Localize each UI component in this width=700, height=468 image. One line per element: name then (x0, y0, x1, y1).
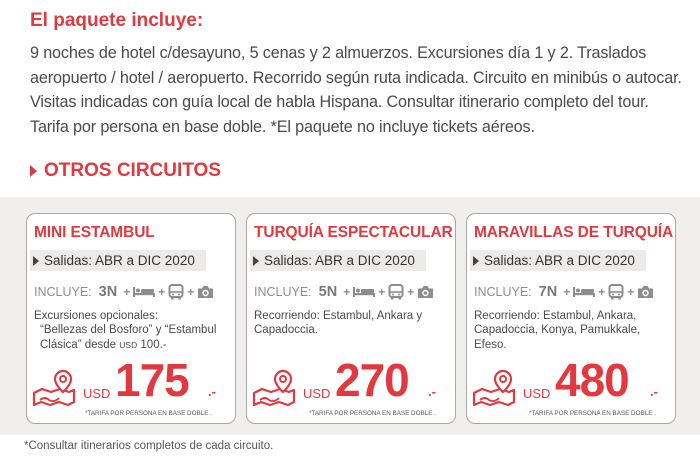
salidas-label: Salidas: ABR a DIC 2020 (484, 253, 635, 268)
otros-circuitos-label: OTROS CIRCUITOS (44, 160, 221, 181)
price-suffix: .- (208, 384, 216, 399)
salidas-arrow-icon (33, 256, 39, 266)
tarifa-note: *TARIFA POR PERSONA EN BASE DOBLE . (529, 410, 656, 417)
bus-icon (388, 284, 404, 300)
footnote: *Consultar itinerarios completos de cada circuito. (24, 440, 274, 452)
bed-icon (353, 286, 375, 298)
bus-icon (168, 284, 184, 300)
card-title: MINI ESTAMBUL (34, 224, 155, 241)
incluye-label: INCLUYE: (474, 285, 532, 299)
salidas-bar (250, 250, 426, 271)
card-description: Recorriendo: Estambul, Ankara, Capadoccia, Konya, Pamukkale, Efeso. (474, 310, 641, 351)
card-description: Excursiones opcionales: “Bellezas del Bosforo” y “Estambul Clásica” desde USD 100.- (34, 310, 217, 351)
price-suffix: .- (650, 384, 658, 399)
tarifa-note: *TARIFA POR PERSONA EN BASE DOBLE . (85, 410, 212, 417)
map-pin-icon (32, 369, 76, 412)
card-title: MARAVILLAS DE TURQUÍA (474, 224, 674, 241)
incluye-row: INCLUYE: 7N + + + (474, 284, 654, 300)
salidas-arrow-icon (253, 256, 259, 266)
price-currency: USD (83, 386, 111, 401)
circuit-card-maravillas-de-turquia[interactable] (466, 213, 676, 424)
price-amount: 480 (555, 354, 629, 406)
bus-icon (608, 284, 624, 300)
bed-icon (573, 286, 595, 298)
nights-count: 5N (318, 284, 338, 300)
salidas-label: Salidas: ABR a DIC 2020 (264, 253, 415, 268)
salidas-arrow-icon (473, 256, 479, 266)
nights-count: 7N (538, 284, 558, 300)
circuit-card-mini-estambul[interactable] (26, 213, 236, 424)
salidas-bar (470, 250, 646, 271)
nights-count: 3N (98, 284, 118, 300)
camera-icon (637, 285, 654, 299)
price-amount: 175 (115, 354, 189, 406)
camera-icon (417, 285, 434, 299)
map-pin-icon (472, 369, 516, 412)
incluye-row: INCLUYE: 5N + + + (254, 284, 434, 300)
bed-icon (133, 286, 155, 298)
camera-icon (197, 285, 214, 299)
card-description: Recorriendo: Estambul, Ankara y Capadoccia. (254, 310, 423, 337)
incluye-label: INCLUYE: (34, 285, 92, 299)
salidas-label: Salidas: ABR a DIC 2020 (44, 253, 195, 268)
package-title: El paquete incluye: (30, 10, 204, 31)
card-title: TURQUÍA ESPECTACULAR (254, 224, 453, 241)
incluye-label: INCLUYE: (254, 285, 312, 299)
price-currency: USD (523, 386, 551, 401)
map-pin-icon (252, 369, 296, 412)
incluye-row: INCLUYE: 3N + + + (34, 284, 214, 300)
price-currency: USD (303, 386, 331, 401)
price-suffix: .- (428, 384, 436, 399)
salidas-bar (30, 250, 206, 271)
circuit-card-turquia-espectacular[interactable] (246, 213, 456, 424)
price-amount: 270 (335, 354, 409, 406)
heading-arrow-icon (30, 165, 37, 177)
tarifa-note: *TARIFA POR PERSONA EN BASE DOBLE . (309, 410, 436, 417)
otros-circuitos-heading (30, 160, 221, 182)
package-description: 9 noches de hotel c/desayuno, 5 cenas y 2 almuerzos. Excursiones día 1 y 2. Traslados aeropuerto / hotel / aeropuerto. Recorrido según ruta indicada. Circuito en minibús o autocar. Visitas indicadas con guía local de habla Hispana. Consultar itinerario completo del tour. Tarifa por persona en base doble. *El paquete no incluye tickets aéreos. (30, 44, 682, 136)
